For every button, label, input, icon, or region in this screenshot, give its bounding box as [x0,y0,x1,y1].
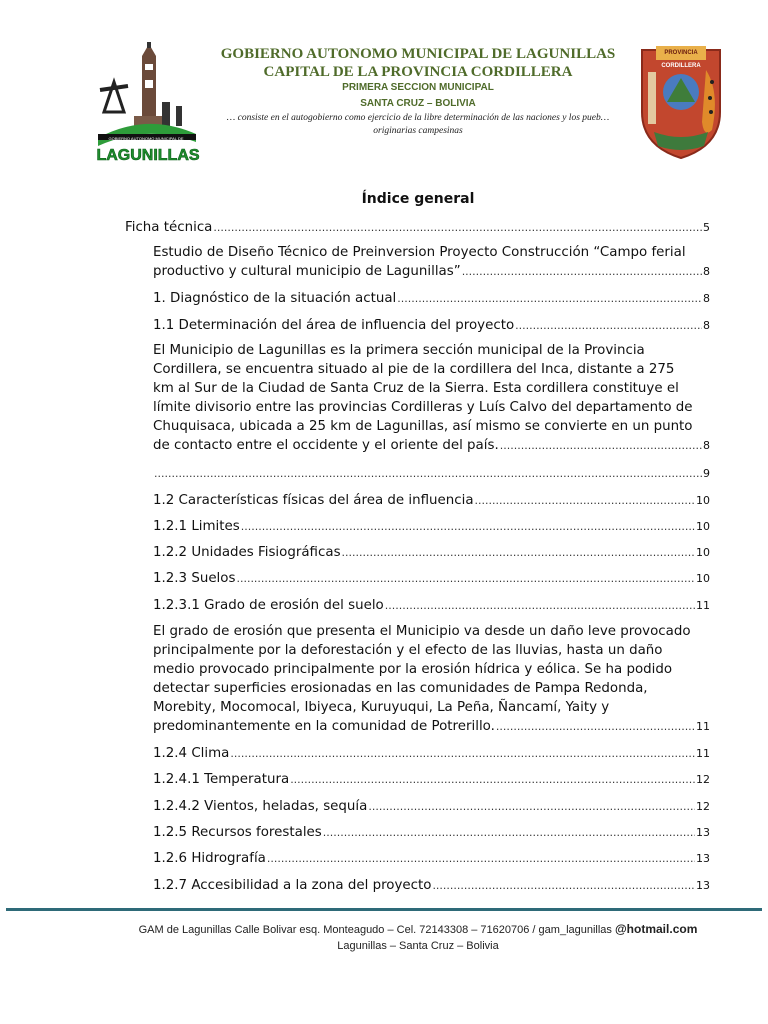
footer-divider [6,908,762,911]
toc-entry[interactable] [125,218,710,237]
toc-entry-line [153,823,710,842]
toc-dot-leader [154,464,702,483]
toc-entry-text: 1.2.1 Limites [153,519,240,534]
toc-page-number: 11 [696,720,710,733]
toc-entry-text: 1.2.4.2 Vientos, heladas, sequía [153,799,368,814]
footer-email-domain: @hotmail.com [614,922,698,936]
header-subtitle-line2: SANTA CRUZ – BOLIVIA [360,98,476,109]
motto-line2: originarias campesinas [373,126,463,136]
toc-entry[interactable] [153,596,710,615]
svg-text:LAGUNILLAS: LAGUNILLAS [96,147,200,164]
toc-entry-text: El grado de erosión que presenta el Municipio va desde un daño leve provocado [153,624,691,639]
toc-page-number: 10 [696,572,710,585]
toc-page-number: 8 [703,319,710,332]
toc-entry-text: 1.2.4 Clima [153,746,230,761]
toc-dot-leader [241,517,695,536]
toc-entry[interactable] [153,797,710,816]
document-footer [0,921,768,954]
lagunillas-logo [92,42,200,164]
toc-dot-leader [500,436,702,455]
toc-entry-text: 1. Diagnóstico de la situación actual [153,291,397,306]
toc-entry-line [153,316,710,335]
toc-entry-line [153,876,710,895]
toc-dot-leader [385,596,695,615]
toc-dot-leader [230,744,695,763]
toc-entry-text: 1.1 Determinación del área de influencia del proyecto [153,318,515,333]
toc-entry[interactable] [153,569,710,588]
toc-entry-text: km al Sur de la Ciudad de Santa Cruz de la Sierra. Esta cordillera constituye el [153,381,679,396]
toc-entry[interactable] [153,316,710,335]
document-header [0,38,768,168]
toc-entry-line [153,464,710,483]
toc-page-number: 10 [696,494,710,507]
toc-entry-text: Cordillera, se encuentra situado al pie de la cordillera del Inca, distante a 275 [153,362,675,377]
toc-entry-text: 1.2.7 Accesibilidad a la zona del proyecto [153,878,432,893]
toc-dot-leader [236,569,695,588]
toc-entry[interactable] [153,770,710,789]
toc-entry-line [153,341,710,360]
toc-entry-line [153,491,710,510]
toc-entry-text: predominantemente en la comunidad de Potrerillo. [153,719,495,734]
toc-entry-text: 1.2.4.1 Temperatura [153,772,290,787]
toc-entry-line [153,849,710,868]
toc-entry-line [153,770,710,789]
toc-entry[interactable] [153,744,710,763]
motto-line1: … consiste en el autogobierno como ejercicio de la libre determinación de las naciones y los pueb… [226,113,610,123]
toc-entry[interactable] [153,543,710,562]
toc-dot-leader [213,218,702,237]
toc-entry-text: productivo y cultural municipio de Lagunillas” [153,264,461,279]
toc-entry-line [153,797,710,816]
header-title-line2: CAPITAL DE LA PROVINCIA CORDILLERA [263,64,573,80]
toc-page-number: 13 [696,879,710,892]
svg-text:CORDILLERA: CORDILLERA [661,63,701,69]
toc-page-number: 8 [703,439,710,452]
header-title-line1: GOBIERNO AUTONOMO MUNICIPAL DE LAGUNILLAS [220,46,616,62]
toc-entry-line [153,698,710,717]
toc-dot-leader [290,770,695,789]
toc-dot-leader [267,849,695,868]
toc-dot-leader [515,316,702,335]
toc-entry[interactable] [153,491,710,510]
toc-entry-text: 1.2.3.1 Grado de erosión del suelo [153,598,384,613]
toc-entry-line [153,717,710,736]
toc-entry-line [153,436,710,455]
toc-page-number: 8 [703,292,710,305]
toc-page-number: 13 [696,826,710,839]
toc-entry-line [153,569,710,588]
header-motto [200,112,636,138]
toc-page-number: 8 [703,265,710,278]
toc-entry-line [153,360,710,379]
toc-entry-line [153,744,710,763]
toc-entry-line [153,596,710,615]
toc-page-number: 5 [703,221,710,234]
toc-entry[interactable] [153,622,710,736]
toc-entry-text: 1.2.5 Recursos forestales [153,825,322,840]
toc-entry[interactable] [153,849,710,868]
footer-contact-text: GAM de Lagunillas Calle Bolivar esq. Monteagudo – Cel. 72143308 – 71620706 / gam_lagunillas [138,924,615,936]
toc-dot-leader [323,823,695,842]
toc-page-number: 10 [696,520,710,533]
toc-entry-line [153,543,710,562]
toc-entry-text: El Municipio de Lagunillas es la primera sección municipal de la Provincia [153,343,645,358]
toc-page-number: 11 [696,599,710,612]
footer-location: Lagunillas – Santa Cruz – Bolivia [337,940,499,952]
toc-entry-text: 1.2.2 Unidades Fisiográficas [153,545,341,560]
toc-page-number: 10 [696,546,710,559]
toc-dot-leader [496,717,695,736]
toc-entry[interactable] [153,517,710,536]
toc-entry-line [153,243,710,262]
toc-entry-text: Chuquisaca, ubicada a 25 km de Lagunillas, así mismo se convierte en un punto [153,419,693,434]
toc-entry-line [153,379,710,398]
toc-dot-leader [342,543,695,562]
toc-page-number: 12 [696,800,710,813]
toc-entry-line [153,398,710,417]
toc-dot-leader [462,262,702,281]
toc-entry-text: medio provocado principalmente por la erosión hídrica y eólica. Se ha podido [153,662,673,677]
toc-entry-line [153,660,710,679]
toc-entry[interactable] [153,289,710,308]
toc-entry-text: límite divisorio entre las provincias Cordilleras y Luís Calvo del departamento de [153,400,693,415]
toc-page-number: 13 [696,852,710,865]
toc-entry-text: 1.2.6 Hidrografía [153,851,266,866]
toc-dot-leader [432,876,695,895]
toc-dot-leader [475,491,695,510]
toc-page-number: 9 [703,467,710,480]
toc-entry-line [153,262,710,281]
toc-entry-line [153,517,710,536]
toc-entry-text: 1.2.3 Suelos [153,571,236,586]
toc-entry-line [153,289,710,308]
toc-entry-text: Morebity, Mocomocal, Ibiyeca, Kuruyuqui, La Peña, Ñancamí, Yaity y [153,700,610,715]
toc-entry[interactable] [153,464,710,483]
toc-entry-text: Ficha técnica [125,220,213,235]
toc-entry-text: 1.2 Características físicas del área de influencia [153,493,474,508]
provincia-cordillera-emblem [632,42,730,160]
toc-entry-line [153,622,710,641]
footer-contact-line [0,921,768,938]
toc-dot-leader [368,797,695,816]
toc-entry-text: Estudio de Diseño Técnico de Preinversion Proyecto Construcción “Campo ferial [153,245,686,260]
toc-entry-line [153,679,710,698]
toc-entry-line [125,218,710,237]
toc-entry[interactable] [153,876,710,895]
toc-entry[interactable] [153,243,710,281]
toc-entry-text: detectar superficies erosionadas en las comunidades de Pampa Redonda, [153,681,648,696]
svg-text:GOBIERNO AUTONOMO MUNICIPAL DE: GOBIERNO AUTONOMO MUNICIPAL DE [108,136,184,141]
toc-entry[interactable] [153,823,710,842]
toc-dot-leader [397,289,702,308]
toc-entry[interactable] [153,341,710,455]
toc-entry-text: de contacto entre el occidente y el oriente del país. [153,438,499,453]
header-subtitle-line1: PRIMERA SECCION MUNICIPAL [342,82,494,93]
toc-entry-line [153,417,710,436]
toc-page-number: 11 [696,747,710,760]
toc-entry-text: principalmente por la deforestación y el efecto de las lluvias, hasta un daño [153,643,663,658]
svg-text:PROVINCIA: PROVINCIA [664,50,698,56]
toc-heading: Índice general [361,191,475,207]
toc-page-number: 12 [696,773,710,786]
toc-entry-line [153,641,710,660]
